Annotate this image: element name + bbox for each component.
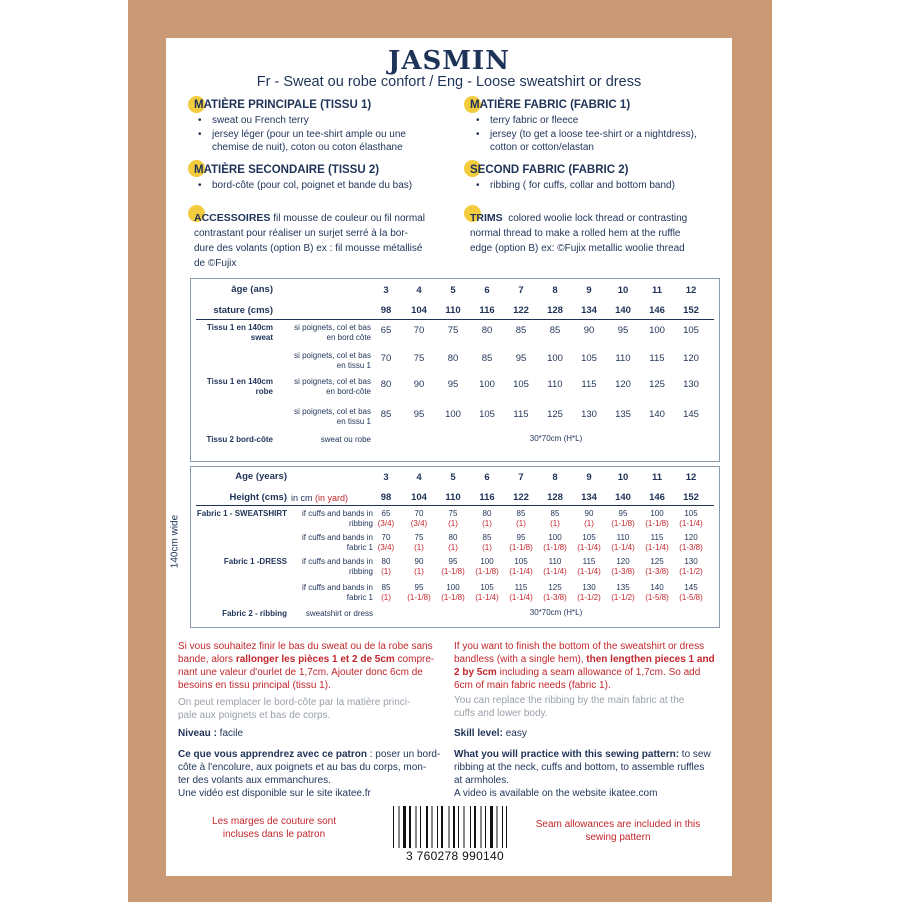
en-height-cell: 146: [649, 492, 665, 503]
fr-value-cell: 85: [380, 409, 392, 420]
fr-value-cell: 80: [481, 325, 493, 336]
en-value-cell: 130 (1-1/2): [577, 583, 601, 602]
fr-value-cell: 70: [380, 353, 392, 364]
en-main-item-cont: cotton or cotton/elastan: [490, 142, 594, 153]
fr-main-item: • jersey léger (pour un tee-shirt ample ou une: [212, 128, 406, 141]
en-value-cell: 145 (1-5/8): [679, 583, 703, 602]
en-height-cell: 116: [479, 492, 495, 503]
fr-value-cell: 110: [547, 379, 563, 390]
en-value-cell: 95 (1-1/8): [407, 583, 431, 602]
en-trims: TRIMS colored woolie lock thread or contrasting: [470, 212, 688, 224]
fr-stature-cell: 134: [581, 305, 597, 316]
en-value-cell: 110 (1-1/4): [611, 533, 635, 552]
en-value-cell: 130 (1-1/2): [679, 557, 703, 576]
en-value-cell: 85 (1): [482, 533, 492, 552]
fr-value-cell: 105: [683, 325, 699, 336]
fr-stature-cell: 110: [445, 305, 461, 316]
fr-main-item-cont: chemise de nuit), coton ou coton élasthane: [212, 142, 403, 153]
fr-lengthen-note: Si vous souhaitez finir le bas du sweat ou de la robe sans bande, alors rallonger les pièces 1 et 2 de 5cm compre- nant une valeur d'ourlet de 1,7cm. Ajouter donc 6cm de besoins en tissu principal (tissu 1).: [178, 641, 435, 691]
fr-value-cell: 125: [547, 409, 563, 420]
en-value-cell: 95 (1-1/8): [441, 557, 465, 576]
en-age-cell: 3: [383, 472, 389, 483]
fr-value-cell: 105: [479, 409, 495, 420]
fr-value-cell: 80: [380, 379, 392, 390]
en-value-cell: 80 (1): [482, 509, 492, 528]
fr-age-cell: 5: [450, 285, 456, 296]
en-rib-value: 30*70cm (H*L): [529, 608, 583, 617]
fr-accessories-line: de ©Fujix: [194, 258, 237, 269]
en-second-fabric-title: SECOND FABRIC (FABRIC 2): [470, 164, 629, 176]
en-value-cell: 140 (1-5/8): [645, 583, 669, 602]
en-age-cell: 12: [685, 472, 697, 483]
fr-stature-label: stature (cms): [213, 305, 273, 316]
en-height-cell: 110: [445, 492, 461, 503]
en-value-cell: 100 (1-1/8): [645, 509, 669, 528]
fr-value-cell: 90: [413, 379, 425, 390]
en-learn: What you will practice with this sewing pattern: to sew ribbing at the neck, cuffs and bottom, to assemble ruffles at armholes. A video is available on the website ikatee.com: [454, 749, 711, 799]
fr-age-cell: 3: [383, 285, 389, 296]
fr-value-cell: 75: [447, 325, 459, 336]
barcode-number: 3 760278 990140: [406, 849, 504, 863]
fr-group-label: Tissu 1 en 140cm sweat: [206, 323, 273, 342]
en-age-cell: 7: [518, 472, 524, 483]
fr-second-fabric-title: MATIÈRE SECONDAIRE (TISSU 2): [194, 164, 380, 176]
en-height-cell: 152: [683, 492, 699, 503]
fr-stature-cell: 122: [513, 305, 529, 316]
en-value-cell: 105 (1-1/4): [679, 509, 703, 528]
pattern-label: [166, 38, 732, 876]
fr-row-sub-label: si poignets, col et bas en tissu 1: [294, 351, 371, 370]
en-value-cell: 120 (1-3/8): [679, 533, 703, 552]
fr-value-cell: 125: [649, 379, 665, 390]
fr-value-cell: 130: [581, 409, 597, 420]
fr-value-cell: 105: [581, 353, 597, 364]
en-value-cell: 125 (1-3/8): [543, 583, 567, 602]
en-rib-sub: sweatshirt or dress: [305, 609, 373, 618]
en-value-cell: 120 (1-3/8): [611, 557, 635, 576]
fr-value-cell: 85: [549, 325, 561, 336]
fr-stature-cell: 146: [649, 305, 665, 316]
fr-learn: Ce que vous apprendrez avec ce patron : poser un bord- côte à l'encolure, aux poignets et au bas du corps, mon- ter des volants aux emmanchures. Une vidéo est disponible sur le site ikatee.fr: [178, 749, 441, 799]
fr-value-cell: 100: [649, 325, 665, 336]
en-value-cell: 115 (1-1/4): [577, 557, 601, 576]
en-height-cell: 140: [615, 492, 631, 503]
en-value-cell: 105 (1-1/4): [577, 533, 601, 552]
en-group-label: Fabric 1 -DRESS: [223, 557, 287, 566]
fr-age-cell: 12: [685, 285, 697, 296]
fr-age-cell: 9: [586, 285, 592, 296]
en-value-cell: 105 (1-1/4): [509, 557, 533, 576]
en-age-cell: 6: [484, 472, 490, 483]
en-age-cell: 4: [416, 472, 422, 483]
en-height-label: Height (cms): [229, 492, 287, 503]
fr-age-cell: 7: [518, 285, 524, 296]
en-trims-line: edge (option B) ex: ©Fujix metallic woolie thread: [470, 243, 685, 254]
pattern-title: JASMIN: [388, 46, 510, 76]
fr-main-item: • sweat ou French terry: [212, 114, 309, 127]
en-value-cell: 95 (1-1/8): [509, 533, 533, 552]
divider: [196, 505, 714, 506]
fr-accessories-line: contrastant pour réaliser un surjet serré à la bor-: [194, 228, 408, 239]
en-replace-note: You can replace the ribbing by the main fabric at the cuffs and lower body.: [454, 695, 685, 719]
en-value-cell: 90 (1): [584, 509, 594, 528]
fr-value-cell: 95: [447, 379, 459, 390]
en-value-cell: 85 (1): [516, 509, 526, 528]
fr-age-cell: 10: [617, 285, 629, 296]
en-value-cell: 100 (1-1/8): [543, 533, 567, 552]
en-value-cell: 80 (1): [381, 557, 391, 576]
en-value-cell: 70 (3/4): [377, 533, 395, 552]
fr-row-sub-label: si poignets, col et bas en bord-côte: [294, 377, 371, 396]
fr-rib-value: 30*70cm (H*L): [529, 434, 583, 443]
fr-accessories-line: dure des volants (option B) ex : fil mousse métallisé: [194, 243, 423, 254]
en-age-cell: 10: [617, 472, 629, 483]
en-value-cell: 75 (1): [448, 509, 458, 528]
fr-value-cell: 100: [547, 353, 563, 364]
fr-seam-note: Les marges de couture sont incluses dans le patron: [212, 816, 336, 840]
divider: [196, 319, 714, 320]
en-trims-line: normal thread to make a rolled hem at the ruffle: [470, 228, 681, 239]
fr-value-cell: 115: [649, 353, 665, 364]
en-height-cell: 128: [547, 492, 563, 503]
fr-stature-cell: 116: [479, 305, 495, 316]
fr-stature-cell: 152: [683, 305, 699, 316]
en-second-item: • ribbing ( for cuffs, collar and bottom band): [490, 179, 675, 192]
en-seam-note: Seam allowances are included in this sewing pattern: [535, 819, 701, 843]
fr-level: Niveau : facile: [178, 728, 244, 739]
fr-fabric-table: [190, 278, 720, 462]
en-value-cell: 70 (3/4): [410, 509, 428, 528]
fr-value-cell: 145: [683, 409, 699, 420]
fr-row-sub-label: si poignets, col et bas en tissu 1: [294, 407, 371, 426]
en-height-cell: 122: [513, 492, 529, 503]
en-age-cell: 11: [651, 472, 663, 483]
fr-value-cell: 95: [515, 353, 527, 364]
en-value-cell: 100 (1-1/8): [475, 557, 499, 576]
fr-age-cell: 8: [552, 285, 558, 296]
en-value-cell: 115 (1-1/4): [509, 583, 533, 602]
fr-value-cell: 85: [515, 325, 527, 336]
en-unit-label: in cm (in yard): [291, 493, 349, 503]
fr-value-cell: 100: [445, 409, 461, 420]
fr-stature-cell: 98: [380, 305, 392, 316]
fr-value-cell: 135: [615, 409, 631, 420]
en-group-label: Fabric 1 - SWEATSHIRT: [196, 509, 287, 518]
en-value-cell: 95 (1-1/8): [611, 509, 635, 528]
fr-value-cell: 95: [413, 409, 425, 420]
en-side-label: 140cm wide: [169, 514, 181, 569]
en-value-cell: 115 (1-1/4): [645, 533, 669, 552]
fr-value-cell: 130: [683, 379, 699, 390]
en-height-cell: 134: [581, 492, 597, 503]
en-main-item: • jersey (to get a loose tee-shirt or a nightdress),: [490, 128, 697, 141]
en-height-cell: 104: [411, 492, 427, 503]
en-age-label: Age (years): [235, 471, 287, 482]
fr-value-cell: 120: [615, 379, 631, 390]
en-age-cell: 8: [552, 472, 558, 483]
en-lengthen-note: If you want to finish the bottom of the sweatshirt or dress bandless (with a single hem), then lengthen pieces 1 and 2 by 5cm including a seam allowance of 1,7cm. So add 6cm of main fabric needs (fabric 1).: [454, 641, 715, 691]
fr-stature-cell: 140: [615, 305, 631, 316]
en-main-item: • terry fabric or fleece: [490, 114, 578, 127]
en-value-cell: 80 (1): [448, 533, 458, 552]
en-value-cell: 90 (1): [414, 557, 424, 576]
fr-age-cell: 4: [416, 285, 422, 296]
fr-rib-sub: sweat ou robe: [320, 435, 371, 444]
fr-value-cell: 80: [447, 353, 459, 364]
fr-value-cell: 110: [615, 353, 631, 364]
en-row-sub-label: if cuffs and bands in fabric 1: [301, 583, 373, 602]
fr-age-label: âge (ans): [231, 284, 273, 295]
fr-value-cell: 100: [479, 379, 495, 390]
fr-age-cell: 11: [651, 285, 663, 296]
en-row-sub-label: if cuffs and bands in ribbing: [301, 509, 373, 528]
fr-value-cell: 90: [583, 325, 595, 336]
en-value-cell: 125 (1-3/8): [645, 557, 669, 576]
en-row-sub-label: if cuffs and bands in fabric 1: [301, 533, 373, 552]
fr-value-cell: 95: [617, 325, 629, 336]
fr-accessories: ACCESSOIRES fil mousse de couleur ou fil normal: [194, 212, 425, 224]
en-value-cell: 135 (1-1/2): [611, 583, 635, 602]
fr-value-cell: 115: [581, 379, 597, 390]
fr-value-cell: 75: [413, 353, 425, 364]
fr-value-cell: 85: [481, 353, 493, 364]
fr-value-cell: 115: [513, 409, 529, 420]
en-value-cell: 100 (1-1/8): [441, 583, 465, 602]
fr-stature-cell: 128: [547, 305, 563, 316]
fr-value-cell: 105: [513, 379, 529, 390]
fr-rib-label: Tissu 2 bord-côte: [206, 435, 273, 444]
en-value-cell: 85 (1): [381, 583, 391, 602]
fr-row-sub-label: si poignets, col et bas en bord côte: [294, 323, 371, 342]
fr-second-item: • bord-côte (pour col, poignet et bande du bas): [212, 179, 412, 192]
fr-main-fabric-title: MATIÈRE PRINCIPALE (TISSU 1): [194, 99, 372, 111]
fr-value-cell: 120: [683, 353, 699, 364]
fr-age-cell: 6: [484, 285, 490, 296]
en-fabric-table: [190, 466, 720, 628]
fr-stature-cell: 104: [411, 305, 427, 316]
en-height-cell: 98: [380, 492, 392, 503]
en-age-cell: 5: [450, 472, 456, 483]
en-value-cell: 105 (1-1/4): [475, 583, 499, 602]
en-age-cell: 9: [586, 472, 592, 483]
fr-group-label: Tissu 1 en 140cm robe: [206, 377, 273, 396]
pattern-subtitle: Fr - Sweat ou robe confort / Eng - Loose sweatshirt or dress: [256, 74, 642, 90]
fr-replace-note: On peut remplacer le bord-côte par la matière princi- pale aux poignets et bas de corps.: [178, 697, 411, 721]
en-rib-label: Fabric 2 - ribbing: [222, 609, 287, 618]
fr-value-cell: 65: [380, 325, 392, 336]
en-value-cell: 110 (1-1/4): [543, 557, 567, 576]
en-value-cell: 75 (1): [414, 533, 424, 552]
fr-value-cell: 70: [413, 325, 425, 336]
en-level: Skill level: easy: [454, 728, 527, 739]
en-main-fabric-title: MATIÈRE FABRIC (FABRIC 1): [470, 99, 631, 111]
en-value-cell: 85 (1): [550, 509, 560, 528]
en-value-cell: 65 (3/4): [377, 509, 395, 528]
fr-value-cell: 140: [649, 409, 665, 420]
en-row-sub-label: if cuffs and bands in ribbing: [301, 557, 373, 576]
